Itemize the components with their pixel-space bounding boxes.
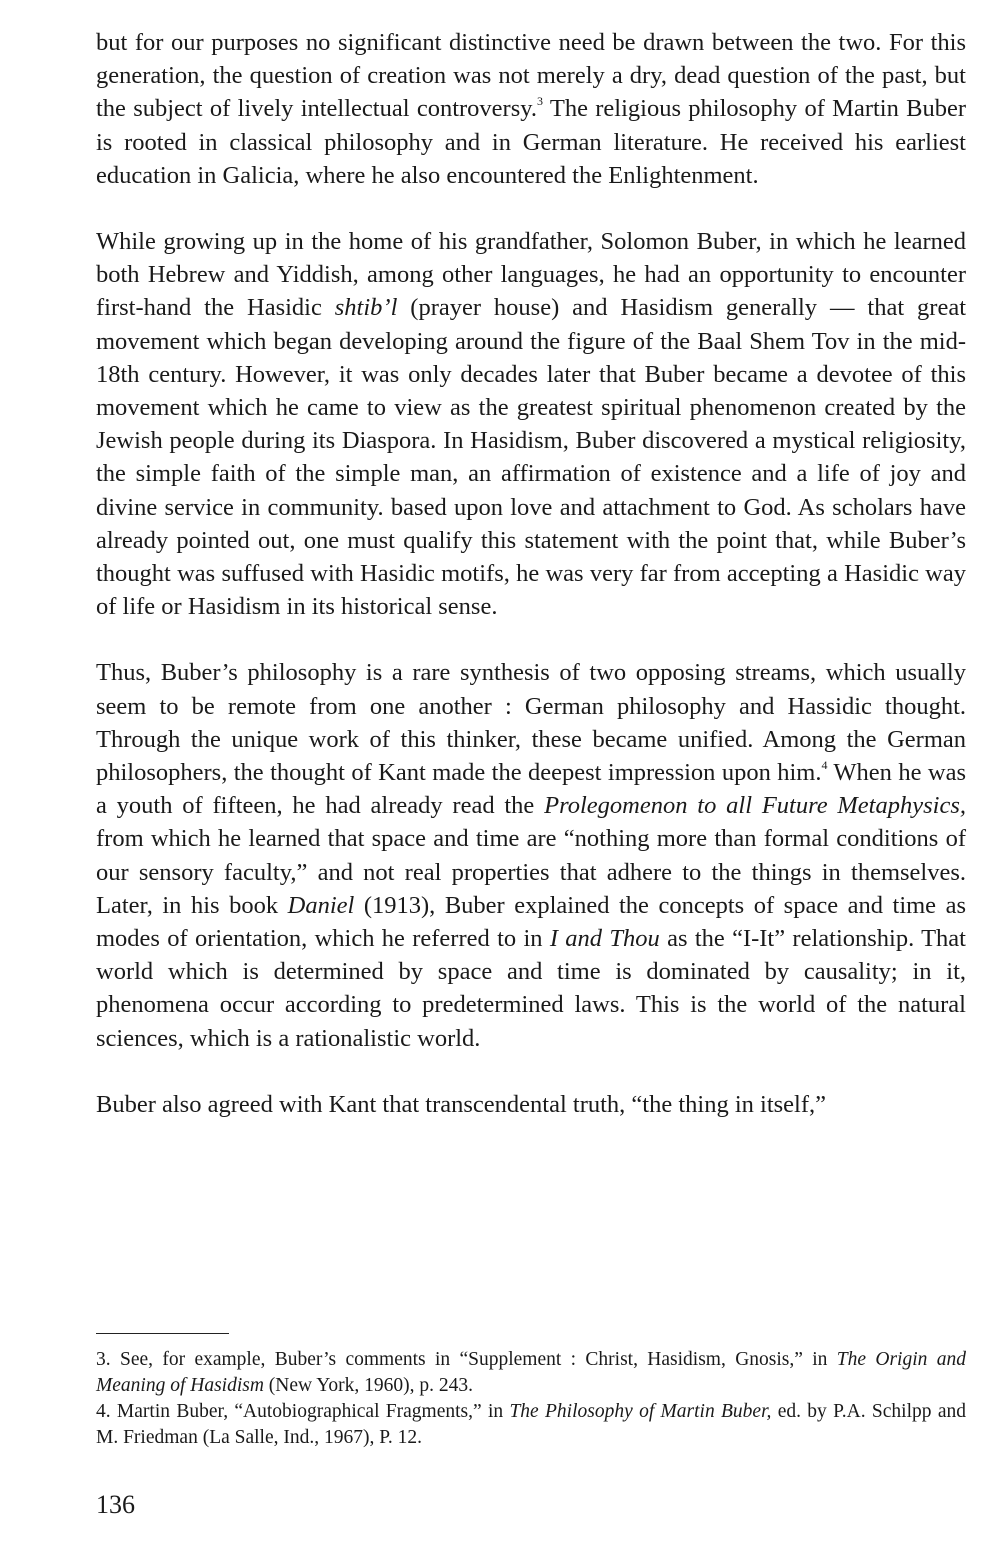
paragraph-1: [96, 26, 966, 192]
italic-text: I and Thou: [549, 925, 660, 953]
text-run: (prayer house) and Hasidism generally — that great movement which began developing around the figure of the Baal Shem Tov in the mid-18th century. However, it was only decades later that Buber became a devotee of this movement which he came to view as the greatest spiritual phenomenon created by the Jewish people during its Diaspora. In Hasidism, Buber discovered a mystical religiosity, the simple faith of the simple man, an affirmation of existence and a life of joy and divine service in community. based upon love and attachment to God. As scholars have already pointed out, one must qualify this statement with the point that, while Buber’s thought was suffused with Hasidic motifs, he was very far from accepting a Hasidic way of life or Hasidism in its historical sense.: [96, 294, 966, 621]
text-run: When he was a youth of fifteen, he had already read the: [96, 759, 966, 820]
footnotes: [96, 1347, 966, 1451]
italic-text: Daniel: [287, 891, 355, 919]
body-text: [96, 26, 966, 1121]
text-run: 4. Martin Buber, “Autobiographical Fragments,” in: [96, 1401, 510, 1422]
text-run: Buber also agreed with Kant that transcendental truth, “the thing in itself,”: [96, 1090, 827, 1118]
footnote-2: [96, 1399, 966, 1451]
footnote-marker: 3: [537, 94, 544, 109]
italic-text: Prolegomenon to all Future Metaphysics,: [544, 792, 966, 820]
italic-text: The Philosophy of Martin Buber,: [509, 1401, 772, 1422]
text-run: but for our purposes no significant distinctive need be drawn between the two. For this generation, the question of creation was not merely a dry, dead question of the past, but the subject of lively intellectual controversy.: [96, 29, 966, 123]
italic-text: shtib’l: [334, 294, 398, 322]
text-run: Thus, Buber’s philosophy is a rare synthesis of two opposing streams, which usually seem to be remote from one another : German philosophy and Hassidic thought. Through the unique work of this thinker, these became unified. Among the German philosophers, the thought of Kant made the deepest impression upon him.: [96, 659, 966, 787]
paragraph-4: [96, 1088, 966, 1121]
footnote-rule: [96, 1333, 229, 1334]
paragraph-3: [96, 656, 966, 1054]
footnote-1: [96, 1347, 966, 1399]
italic-text: The Origin and Meaning of Hasidism: [96, 1349, 966, 1396]
page-number: 136: [96, 1490, 135, 1519]
text-run: The religious philosophy of Martin Buber is rooted in classical philosophy and in German literature. He received his earliest education in Galicia, where he also encountered the Enlightenment.: [96, 95, 967, 189]
text-run: (New York, 1960), p. 243.: [263, 1375, 474, 1396]
footnote-marker: 4: [821, 757, 828, 772]
text-run: from which he learned that space and time are “nothing more than formal conditions of our sensory faculty,” and not real properties that adhere to the things in themselves. Later, in his book: [96, 825, 966, 919]
text-run: ed. by P.A. Schilpp and M. Friedman (La Salle, Ind., 1967), P. 12.: [96, 1401, 966, 1448]
text-run: While growing up in the home of his grandfather, Solomon Buber, in which he learned both Hebrew and Yiddish, among other languages, he had an opportunity to encounter first-hand the Hasidic: [96, 228, 966, 322]
text-run: as the “I-It” relationship. That world which is determined by space and time is dominated by causality; in it, phenomena occur according to predetermined laws. This is the world of the natural sciences, which is a rationalistic world.: [96, 925, 966, 1052]
text-run: 3. See, for example, Buber’s comments in “Supplement : Christ, Hasidism, Gnosis,” in: [96, 1349, 837, 1370]
text-run: (1913), Buber explained the concepts of space and time as modes of orientation, which he referred to in: [96, 891, 967, 953]
paragraph-2: [96, 225, 966, 623]
